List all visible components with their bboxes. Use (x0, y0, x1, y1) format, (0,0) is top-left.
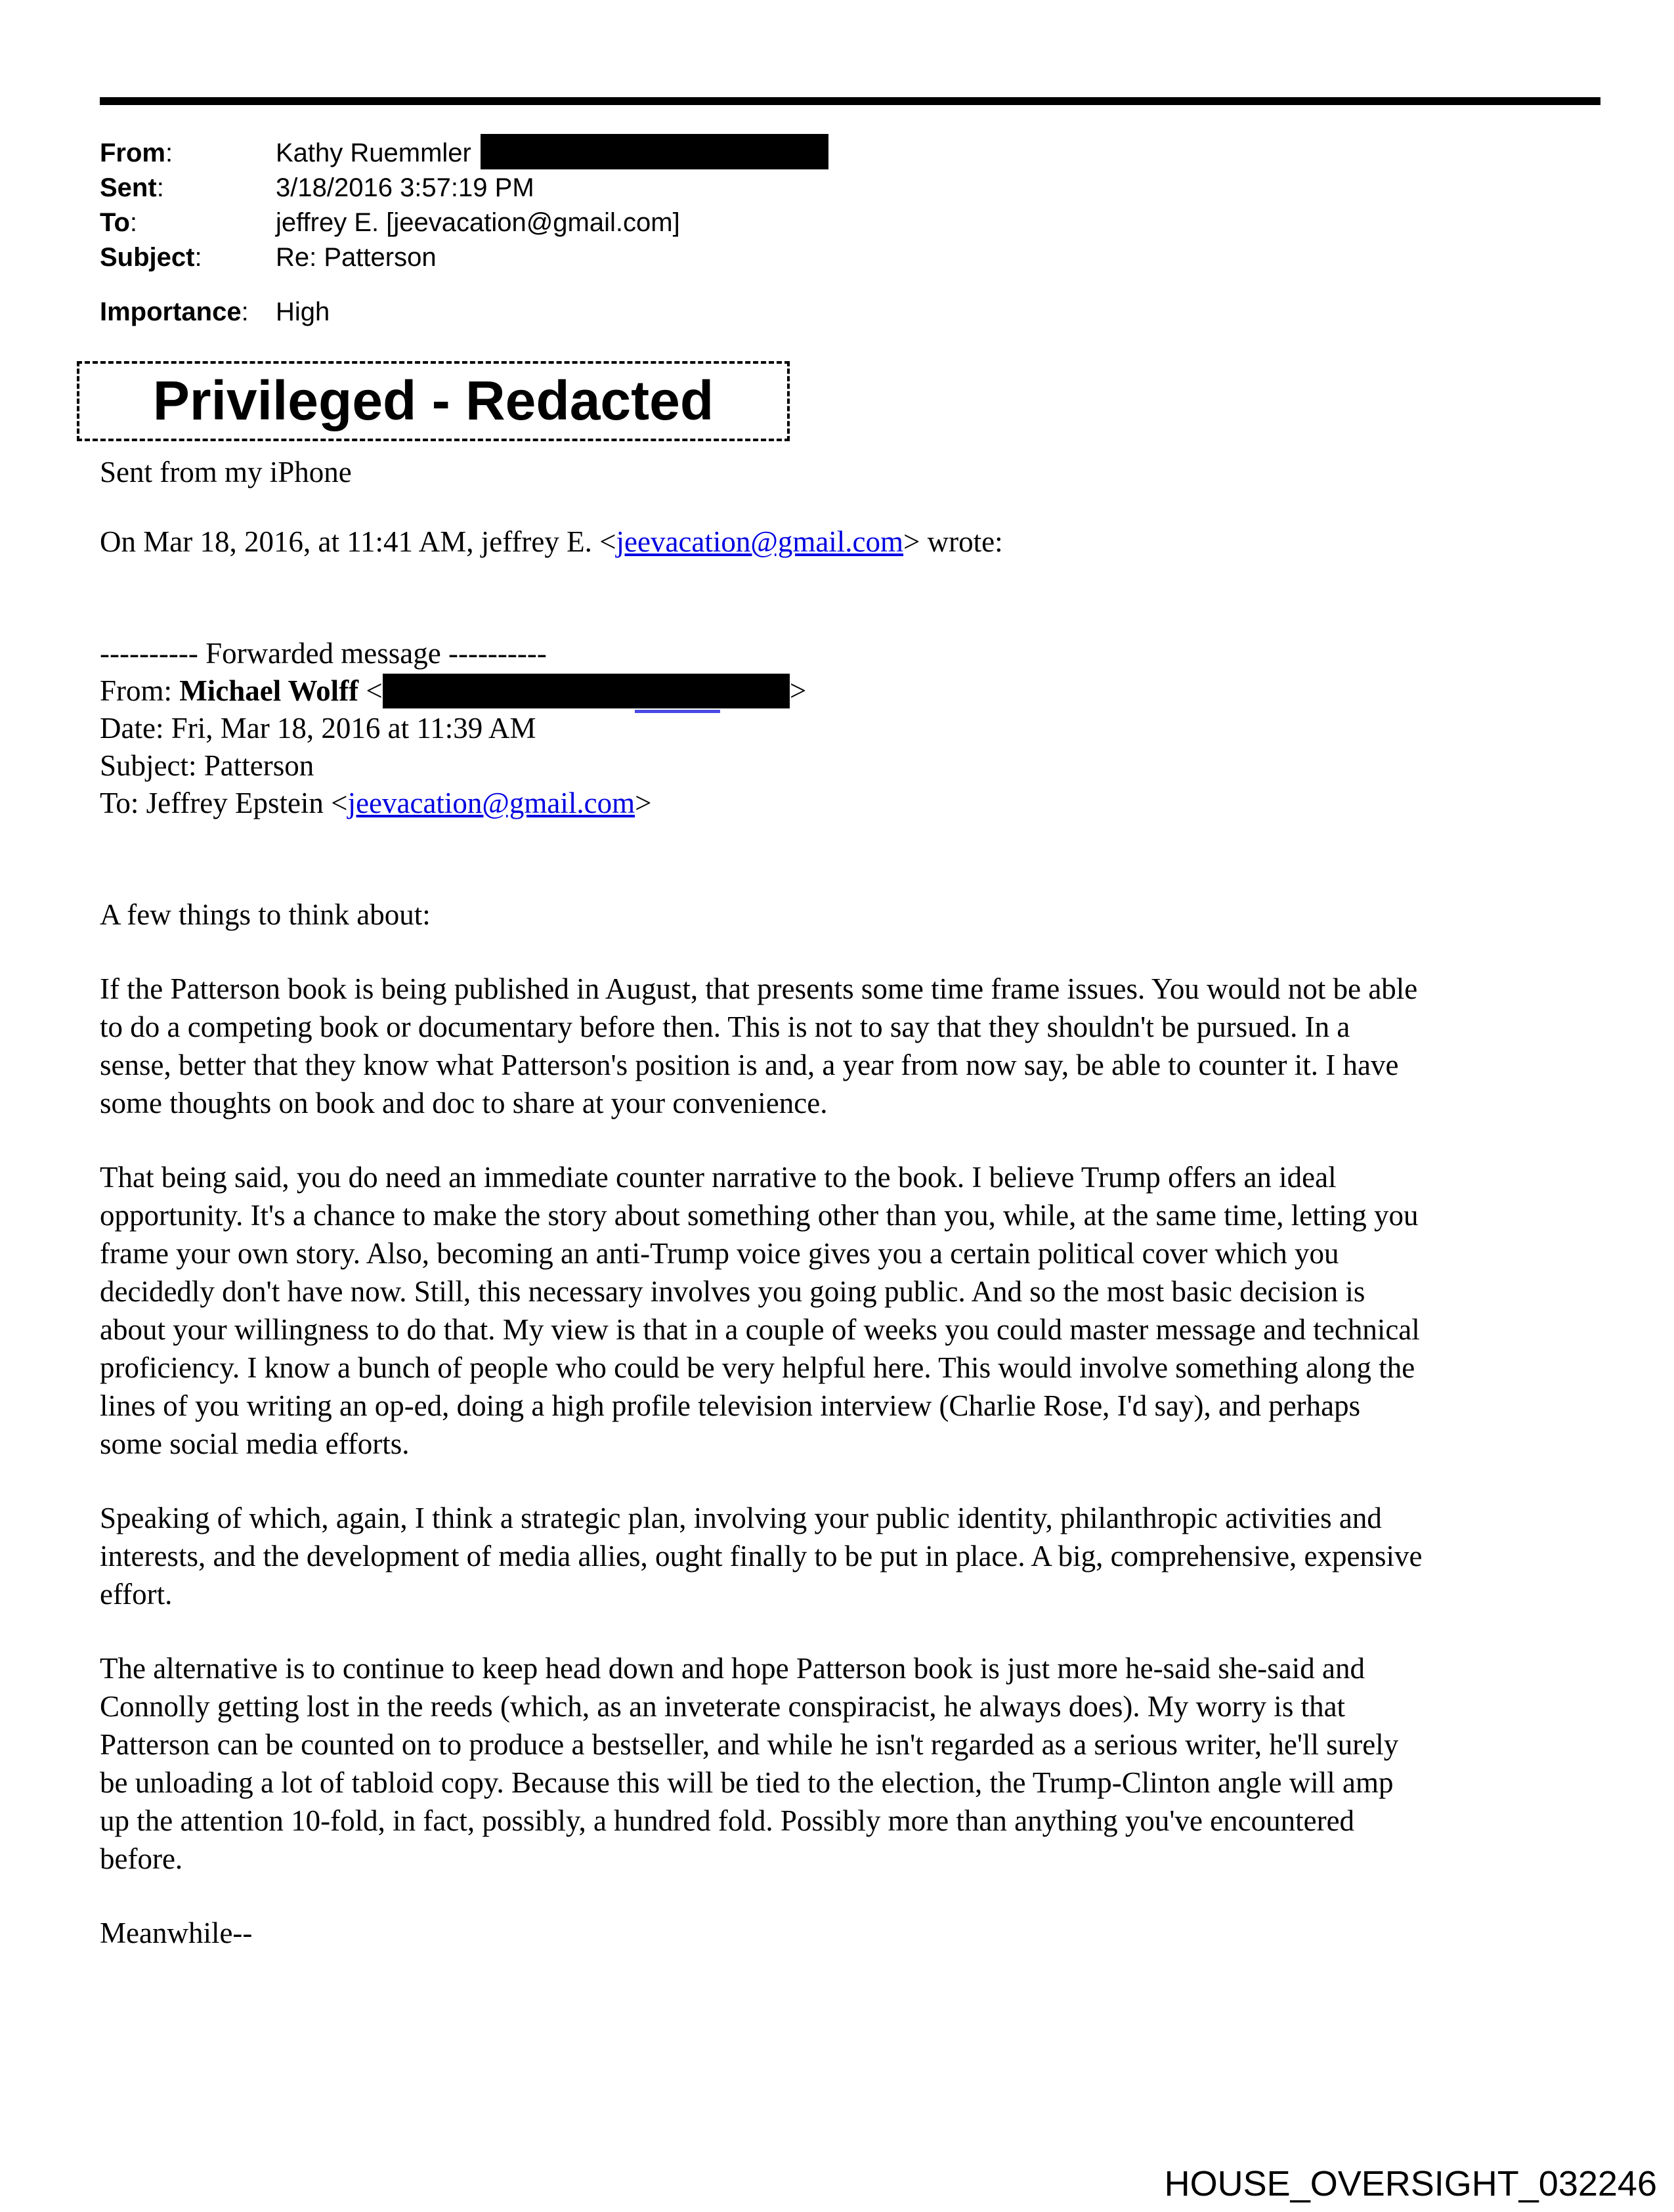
quote-intro-line (100, 523, 1600, 561)
forwarded-message-block (100, 635, 1600, 822)
header-row-importance (100, 295, 1600, 330)
stamp-text: Privileged - Redacted (152, 370, 714, 431)
importance-value: High (276, 297, 330, 326)
subject-label-text: Subject (100, 243, 195, 272)
colon: : (156, 173, 164, 202)
colon: : (165, 139, 173, 167)
forwarded-subject-line: Subject: Patterson (100, 749, 314, 782)
colon: : (194, 243, 202, 272)
colon: : (241, 297, 249, 326)
forwarded-from-close-bracket: > (789, 674, 807, 707)
forwarded-from-name: Michael Wolff (179, 674, 359, 707)
from-label (100, 136, 276, 171)
forwarded-date-line: Date: Fri, Mar 18, 2016 at 11:39 AM (100, 712, 536, 745)
colon: : (129, 208, 138, 237)
body-paragraph-2: That being said, you do need an immediate counter narrative to the book. I believe Trump offers an ideal opportunity. It's a chance to make the story about something other than you, while, at the same time, letting you frame your own story. Also, becoming an anti-Trump voice gives you a certain political cover which you decidedly don't have now. Still, this necessary involves you going public. And so the most basic decision is about your willingness to do that. My view is that in a couple of weeks you could master message and technical proficiency. I know a bunch of people who could be very helpful here. This would involve something along the lines of you writing an op-ed, doing a high profile television interview (Charlie Rose, I'd say), and perhaps some social media efforts. (100, 1161, 1420, 1460)
header-divider-bar (100, 97, 1600, 105)
body-intro-line: A few things to think about: (100, 898, 431, 931)
body-paragraph-4: The alternative is to continue to keep head down and hope Patterson book is just more he-said she-said and Connolly getting lost in the reeds (which, as an inveterate conspiracist, he always does). My worry is that Patterson can be counted on to produce a bestseller, and while he isn't regarded as a serious writer, he'll surely be unloading a lot of tabloid copy. Because this will be tied to the election, the Trump-Clinton angle will amp up the attention 10-fold, in fact, possibly, a hundred fold. Possibly more than anything you've encountered before. (100, 1652, 1399, 1875)
forwarded-from-label: From: (100, 674, 180, 707)
from-value: Kathy Ruemmler (276, 139, 471, 167)
subject-value: Re: Patterson (276, 243, 437, 272)
header-row-to (100, 206, 1600, 240)
from-label-text: From (100, 139, 165, 167)
redaction-bar (481, 134, 828, 169)
redaction-bar (383, 674, 790, 708)
importance-label (100, 295, 276, 330)
forwarded-to-prefix: To: Jeffrey Epstein < (100, 787, 348, 819)
forwarded-from-open-bracket: < (358, 674, 383, 707)
email-link[interactable]: jeevacation@gmail.com (347, 787, 635, 819)
to-value: jeffrey E. [jeevacation@gmail.com] (276, 208, 680, 237)
header-row-sent (100, 171, 1600, 206)
header-row-subject (100, 240, 1600, 275)
forwarded-to-line (100, 785, 1600, 822)
sent-label-text: Sent (100, 173, 157, 202)
privileged-redacted-stamp (77, 361, 790, 441)
body-paragraph-3: Speaking of which, again, I think a strategic plan, involving your public identity, philanthropic activities and interests, and the development of media allies, ought finally to be put in place. A big, comprehensive, expensive effort. (100, 1502, 1423, 1611)
sent-value: 3/18/2016 3:57:19 PM (276, 173, 534, 202)
sent-label (100, 171, 276, 206)
to-label (100, 206, 276, 240)
email-link[interactable]: jeevacation@gmail.com (616, 525, 904, 558)
iphone-signature: Sent from my iPhone (100, 456, 352, 488)
quote-intro-suffix: > wrote: (903, 525, 1003, 558)
body-paragraph-1: If the Patterson book is being published in August, that presents some time frame issues. You would not be able to do a competing book or documentary before then. This is not to say that they shouldn't be pursued. In a sense, better that they know what Patterson's position is and, a year from now say, be able to counter it. I have some thoughts on book and doc to share at your convenience. (100, 972, 1418, 1119)
header-row-from (100, 134, 1600, 171)
bates-number: HOUSE_OVERSIGHT_032246 (1164, 2164, 1657, 2203)
body-closing-line: Meanwhile-- (100, 1917, 253, 1949)
to-label-text: To (100, 208, 130, 237)
forwarded-divider: ---------- Forwarded message ---------- (100, 637, 547, 670)
forwarded-to-suffix: > (635, 787, 652, 819)
forwarded-from-line (100, 672, 1600, 710)
quote-intro-prefix: On Mar 18, 2016, at 11:41 AM, jeffrey E. < (100, 525, 616, 558)
email-header-block (100, 134, 1600, 330)
importance-label-text: Importance (100, 297, 242, 326)
subject-label (100, 240, 276, 275)
